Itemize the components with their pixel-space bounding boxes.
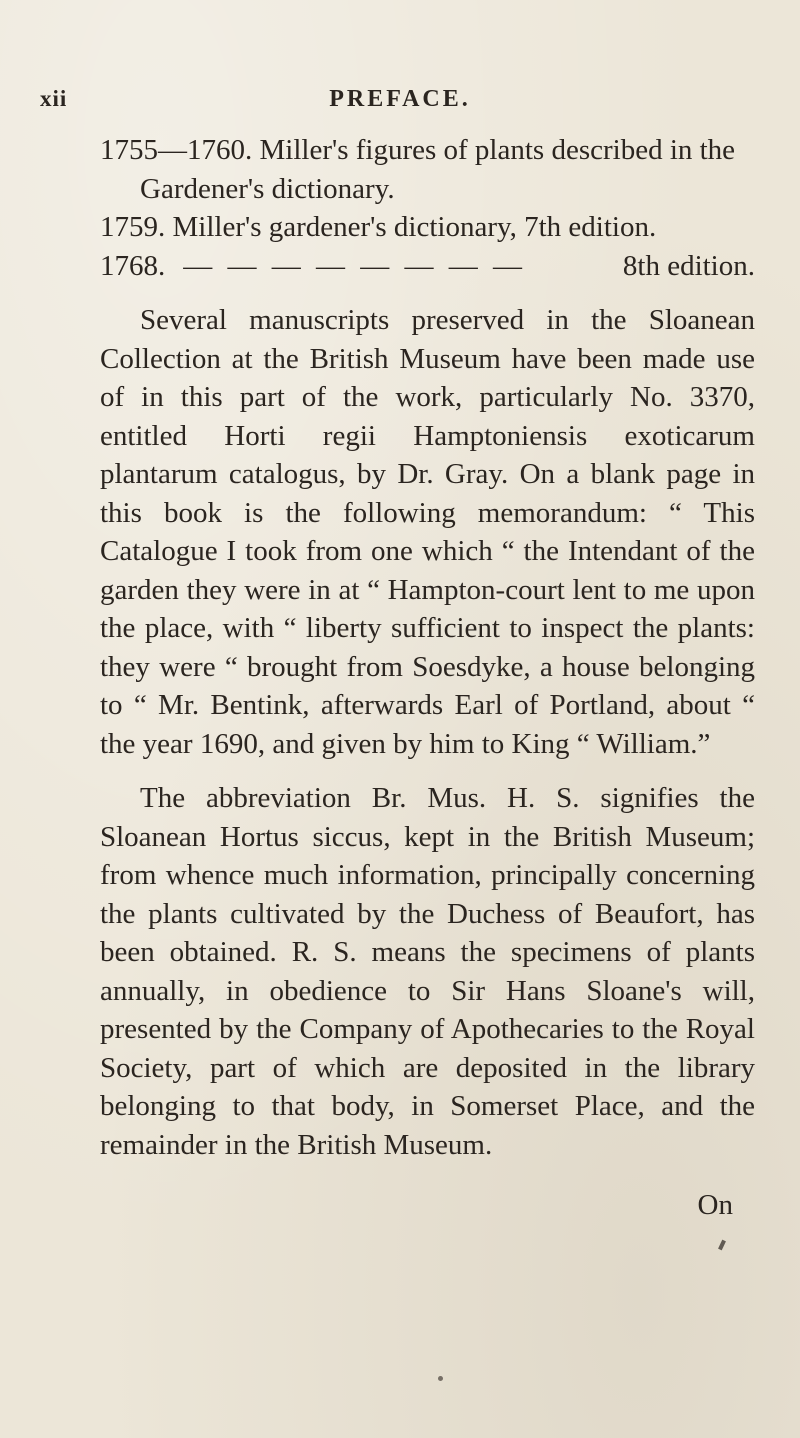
running-head: PREFACE.: [329, 86, 471, 112]
entry-date: 1755—1760.: [100, 134, 253, 166]
entry-date: 1759.: [100, 211, 166, 243]
bibliography-entry: [100, 131, 755, 208]
bibliography-entry: [100, 247, 755, 286]
entry-text: 8th edition.: [622, 249, 755, 282]
paragraph-manuscripts: Several manuscripts preserved in the Sloanean Collection at the British Museum have been made use of in this part of the work, particularly No. 3370, entitled Horti regii Hamptoniensis exoticarum plantarum catalogus, by Dr. Gray. On a blank page in this book is the following memorandum: “ This Catalogue I took from one which “ the Intendant of the garden they were in at “ Hampton-court lent to me upon the place, with “ liberty sufficient to inspect the plants: they were “ brought from Soesdyke, a house belonging to “ Mr. Bentink, afterwards Earl of Portland, about “ the year 1690, and given by him to King “ William.”: [100, 304, 755, 760]
ditto-dashes: — — — — — — — —: [183, 249, 526, 282]
page-number: xii: [40, 86, 68, 111]
page-header: [40, 86, 760, 116]
margin-mark: [718, 1240, 726, 1251]
ink-speck: [438, 1376, 443, 1381]
page-body: [100, 131, 755, 1225]
entry-continuation: Gardener's dictionary.: [140, 172, 395, 205]
entry-text: Miller's figures of plants described in the: [259, 134, 736, 166]
catchword: On: [697, 1189, 733, 1221]
entry-date: 1768.: [100, 249, 166, 282]
entry-text: Miller's gardener's dictionary, 7th edition.: [172, 211, 657, 243]
paragraph-abbreviations: The abbreviation Br. Mus. H. S. signifies the Sloanean Hortus siccus, kept in the British Museum; from whence much information, principally concerning the plants cultivated by the Duchess of Beaufort, has been obtained. R. S. means the specimens of plants annually, in obedience to Sir Hans Sloane's will, presented by the Company of Apothecaries to the Royal Society, part of which are deposited in the library belonging to that body, in Somerset Place, and the remainder in the British Museum.: [100, 782, 755, 1161]
bibliography-entry: [100, 208, 755, 247]
